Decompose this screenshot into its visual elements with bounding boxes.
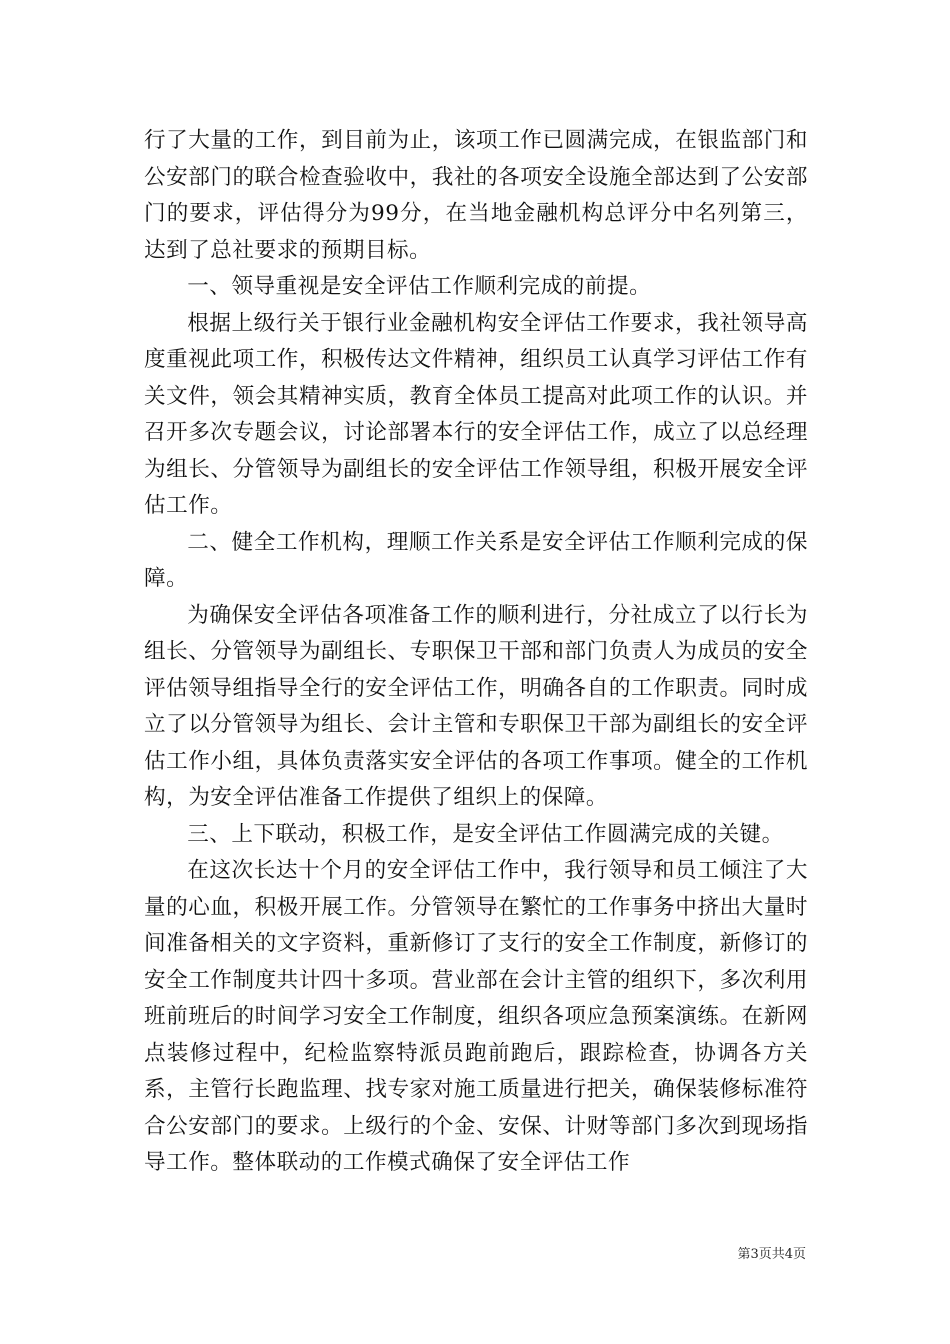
paragraph-continuation: 行了大量的工作，到目前为止，该项工作已圆满完成，在银监部门和公安部门的联合检查验收中，我社的各项安全设施全部达到了公安部门的要求，评估得分为99分，在当地金融机构总评分中名列第三，达到了总社要求的预期目标。	[144, 128, 808, 263]
section-heading-1: 一、领导重视是安全评估工作顺利完成的前提。	[187, 274, 652, 299]
paragraph-leadership: 根据上级行关于银行业金融机构安全评估工作要求，我社领导高度重视此项工作，积极传达文件精神，组织员工认真学习评估工作有关文件，领会其精神实质，教育全体员工提高对此项工作的认识。并召开多次专题会议，讨论部署本行的安全评估工作，成立了以总经理为组长、分管领导为副组长的安全评估工作领导组，积极开展安全评估工作。	[144, 310, 808, 518]
document-body	[144, 123, 808, 1182]
paragraph-organization: 为确保安全评估各项准备工作的顺利进行，分社成立了以行长为组长、分管领导为副组长、专职保卫干部和部门负责人为成员的安全评估领导组指导全行的安全评估工作，明确各自的工作职责。同时成立了以分管领导为组长、会计主管和专职保卫干部为副组长的安全评估工作小组，具体负责落实安全评估的各项工作事项。健全的工作机构，为安全评估准备工作提供了组织上的保障。	[144, 602, 808, 810]
section-heading-3: 三、上下联动，积极工作，是安全评估工作圆满完成的关键。	[187, 821, 784, 847]
section-heading-2: 二、健全工作机构，理顺工作关系是安全评估工作顺利完成的保障。	[144, 529, 808, 591]
page-number-footer: 第3页共4页	[737, 1247, 806, 1262]
paragraph-cooperation: 在这次长达十个月的安全评估工作中，我行领导和员工倾注了大量的心血，积极开展工作。分管领导在繁忙的工作事务中挤出大量时间准备相关的文字资料，重新修订了支行的安全工作制度，新修订的安全工作制度共计四十多项。营业部在会计主管的组织下，多次利用班前班后的时间学习安全工作制度，组织各项应急预案演练。在新网点装修过程中，纪检监察特派员跑前跑后，跟踪检查，协调各方关系，主管行长跑监理、找专家对施工质量进行把关，确保装修标准符合公安部门的要求。上级行的个金、安保、计财等部门多次到现场指导工作。整体联动的工作模式确保了安全评估工作	[144, 858, 808, 1175]
